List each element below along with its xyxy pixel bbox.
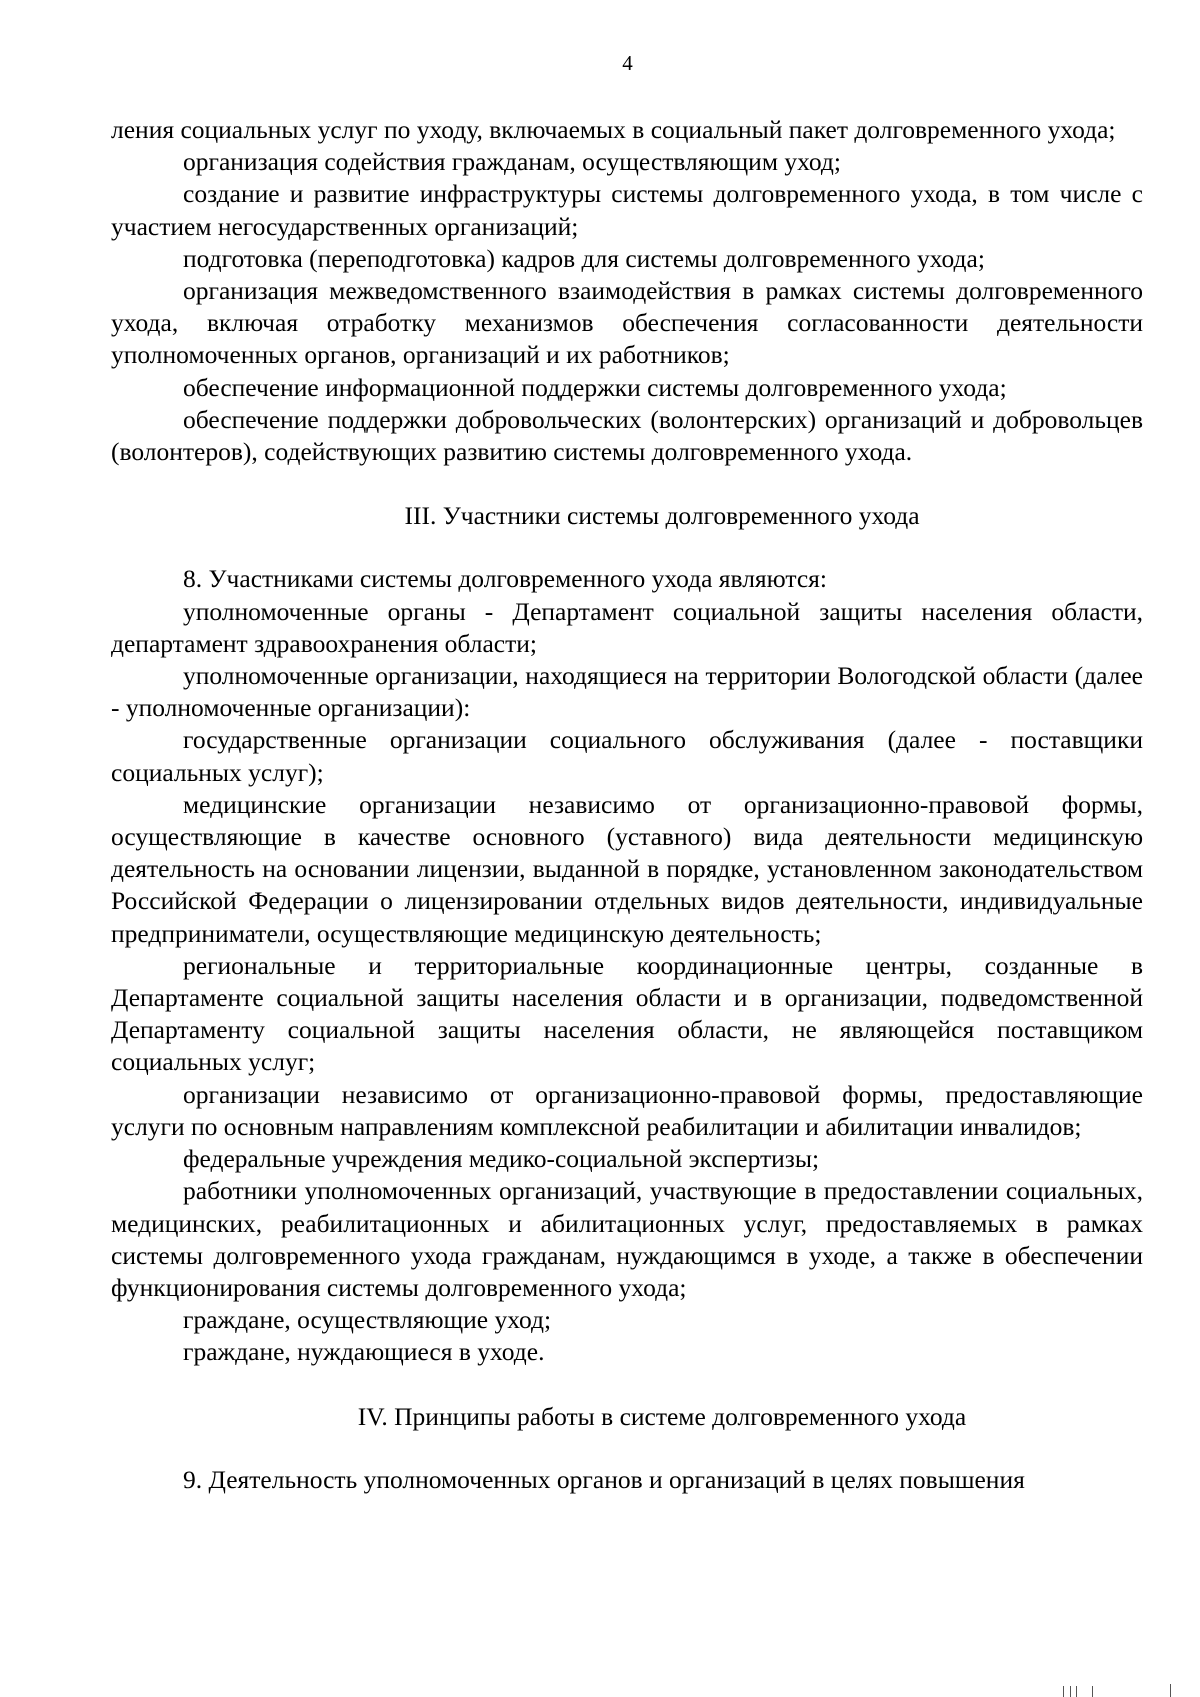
paragraph: организация межведомственного взаимодействия в рамках системы долговременного ухода, включая отработку механизмов обеспечения согласованности деятельности уполномоченных органов, организаций и их работников;	[111, 276, 1143, 370]
paragraph: медицинские организации независимо от организационно-правовой формы, осуществляющие в качестве основного (уставного) вида деятельности медицинскую деятельность на основании лицензии, выданной в порядке, установленном законодательством Российской Федерации о лицензировании отдельных видов деятельности, индивидуальные предприниматели, осуществляющие медицинскую деятельность;	[111, 789, 1143, 948]
paragraph: подготовка (переподготовка) кадров для системы долговременного ухода;	[183, 243, 985, 273]
paragraph: 8. Участниками системы долговременного ухода являются:	[183, 564, 827, 594]
paragraph: 9. Деятельность уполномоченных органов и организаций в целях повышения	[183, 1464, 1025, 1494]
paragraph: организация содействия гражданам, осуществляющим уход;	[183, 147, 841, 177]
paragraph: государственные организации социального обслуживания (далее - поставщики социальных услуг);	[111, 725, 1143, 787]
scan-edge-mark	[1170, 1684, 1171, 1697]
paragraph: уполномоченные органы - Департамент социальной защиты населения области, департамент здравоохранения области;	[111, 596, 1143, 658]
section-heading: IV. Принципы работы в системе долговременного ухода	[357, 1401, 967, 1431]
paragraph: организации независимо от организационно-правовой формы, предоставляющие услуги по основным направлениям комплексной реабилитации и абилитации инвалидов;	[111, 1079, 1143, 1141]
paragraph: граждане, нуждающиеся в уходе.	[183, 1337, 545, 1367]
paragraph: работники уполномоченных организаций, участвующие в предоставлении социальных, медицинских, реабилитационных и абилитационных услуг, предоставляемых в рамках системы долговременного ухода гражданам, нуждающимся в уходе, а также в обеспечении функционирования системы долговременного ухода;	[111, 1176, 1143, 1302]
scan-mark	[1063, 1686, 1093, 1697]
paragraph: федеральные учреждения медико-социальной экспертизы;	[183, 1144, 820, 1174]
paragraph: ления социальных услуг по уходу, включаемых в социальный пакет долговременного ухода;	[111, 115, 1116, 144]
paragraph: создание и развитие инфраструктуры системы долговременного ухода, в том числе с участием негосударственных организаций;	[111, 179, 1143, 241]
paragraph: обеспечение поддержки добровольческих (волонтерских) организаций и добровольцев (волонтеров), содействующих развитию системы долговременного ухода.	[111, 404, 1143, 467]
page-number: 4	[622, 51, 633, 75]
paragraph: уполномоченные организации, находящиеся на территории Вологодской области (далее - уполномоченные организации):	[111, 661, 1143, 723]
document-body	[111, 114, 1143, 1496]
paragraph: обеспечение информационной поддержки системы долговременного ухода;	[183, 372, 1007, 402]
paragraph: региональные и территориальные координационные центры, созданные в Департаменте социальной защиты населения области и в организации, подведомственной Департаменту социальной защиты населения области, не являющейся поставщиком социальных услуг;	[111, 950, 1143, 1077]
section-heading: III. Участники системы долговременного ухода	[404, 501, 920, 531]
paragraph: граждане, осуществляющие уход;	[183, 1305, 552, 1335]
